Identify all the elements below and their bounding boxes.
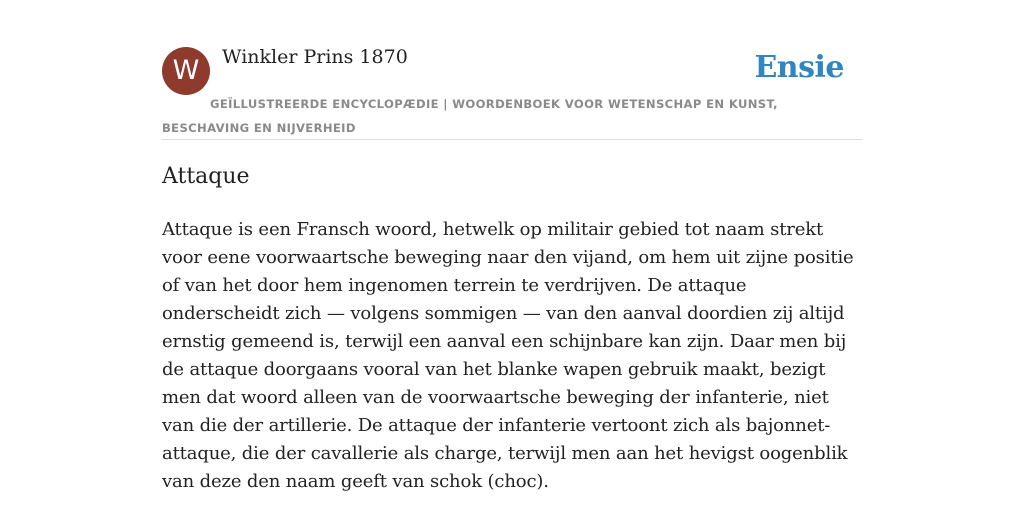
article-title: Attaque — [162, 164, 250, 189]
ensie-logo[interactable]: Ensie — [754, 50, 844, 85]
source-title[interactable]: Winkler Prins 1870 — [222, 46, 408, 68]
article-body: Attaque is een Fransch woord, hetwelk op militair gebied tot naam strekt voor eene voorwaartsche beweging naar den vijand, om hem uit zijne positie of van het door hem ingenomen terrein te verdrijven. De attaque onderscheidt zich — volgens sommigen — van den aanval doordien zij altijd ernstig gemeend is, terwijl een aanval een schijnbare kan zijn. Daar men bij de attaque doorgaans vooral van het blanke wapen gebruik maakt, bezigt men dat woord alleen van de voorwaartsche beweging der infanterie, niet van die der artillerie. De attaque der infanterie vertoont zich als bajonnet-attaque, die der cavallerie als charge, terwijl men aan het hevigst oogenblik van deze den naam geeft van schok (choc). — [162, 219, 854, 492]
source-avatar: W — [162, 47, 210, 95]
header-divider — [162, 139, 862, 140]
source-subtitle: GEÏLLUSTREERDE ENCYCLOPÆDIE | WOORDENBOEK VOOR WETENSCHAP EN KUNST, BESCHAVING EN NIJVERHEID — [162, 97, 778, 135]
